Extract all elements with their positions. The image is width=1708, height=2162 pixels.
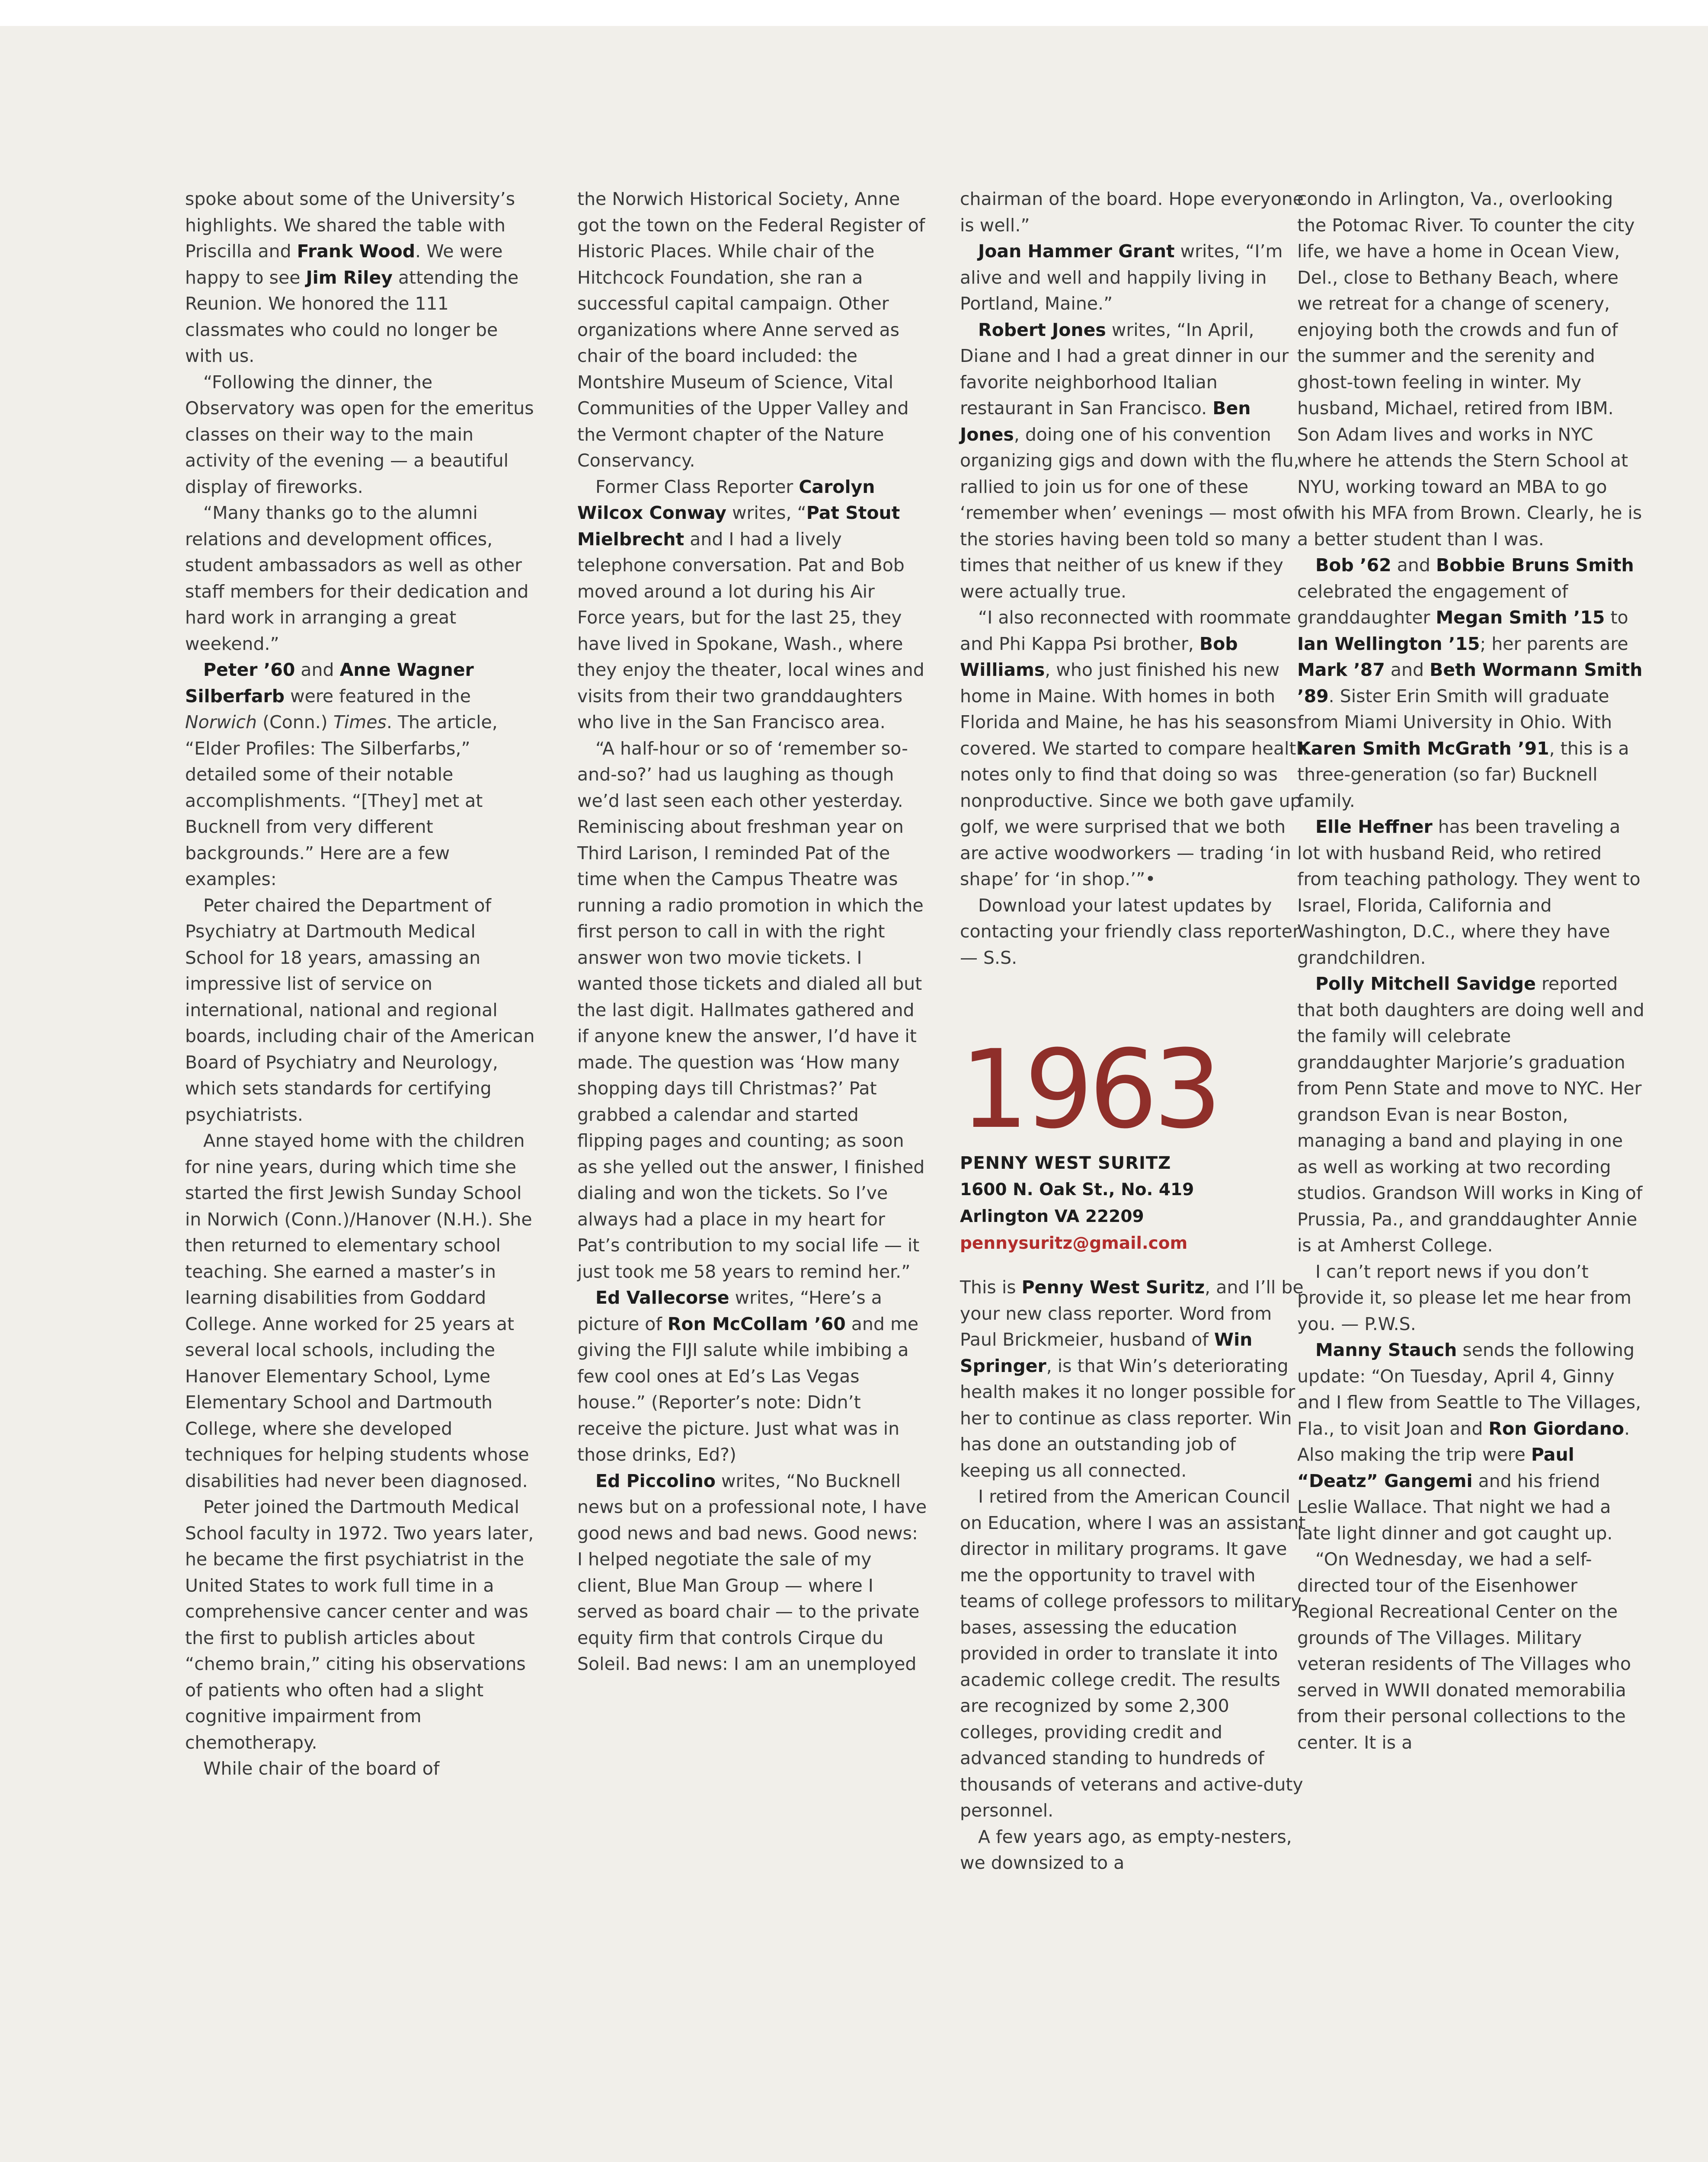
paragraph: Peter joined the Dartmouth Medical School faculty in 1972. Two years later, he became the first psychiatrist in the United States to work full time in a comprehensive cancer center and was the first to publish articles about “chemo brain,” citing his observations of patients who often had a slight cognitive impairment from chemotherapy. [185,1497,534,1753]
column-1 [185,186,535,1782]
reporter-address-line1: 1600 N. Oak St., No. 419 [960,1180,1194,1199]
paragraph: “A half-hour or so of ‘remember so-and-so?’ had us laughing as though we’d last seen each other yesterday. Reminiscing about freshman year on Third Larison, I reminded Pat of the time when the Campus Theatre was running a radio promotion in which the first person to call in with the right answer won two movie tickets. I wanted those tickets and dialed all but the last digit. Hallmates gathered and if anyone knew the answer, I’d have it made. The question was ‘How many shopping days till Christmas?’ Pat grabbed a calendar and started flipping pages and counting; as soon as she yelled out the answer, I finished dialing and won the tickets. So I’ve always had a place in my heart for Pat’s contribution to my social life — it just took me 58 years to remind her.” [577,738,925,1282]
paragraph: “Many thanks go to the alumni relations and development offices, student ambassadors as well as other staff members for their dedication and hard work in arranging a great weekend.” [185,502,529,654]
paragraph: “On Wednesday, we had a self-directed tour of the Eisenhower Regional Recreational Center on the grounds of The Villages. Military veteran residents of The Villages who served in WWII donated memorabilia from their personal collections to the center. It is a [1297,1549,1631,1753]
column-4 [1297,186,1647,1756]
paragraph: “I also reconnected with roommate and Phi Kappa Psi brother, Bob Williams, who just finished his new home in Maine. With homes in both Florida and Maine, he has his seasons covered. We started to compare health notes only to find that doing so was nonproductive. Since we both gave up golf, we were surprised that we both are active woodworkers — trading ‘in shape’ for ‘in shop.’”• [960,607,1308,889]
column-3-top [960,186,1310,971]
page-top-margin [0,0,1708,26]
reporter-address-line2: Arlington VA 22209 [960,1207,1144,1226]
paragraph: Bob ’62 and Bobbie Bruns Smith celebrated the engagement of granddaughter Megan Smith ’15 to Ian Wellington ’15; her parents are Mark ’87 and Beth Wormann Smith ’89. Sister Erin Smith will graduate from Miami University in Ohio. With Karen Smith McGrath ’91, this is a three-generation (so far) Bucknell family. [1297,555,1643,811]
paragraph: I can’t report news if you don’t provide it, so please let me hear from you. — P.W.S. [1297,1261,1631,1334]
paragraph: the Norwich Historical Society, Anne got the town on the Federal Register of Historic Places. While chair of the Hitchcock Foundation, she ran a successful capital campaign. Other organizations where Anne served as chair of the board included: the Montshire Museum of Science, Vital Communities of the Upper Valley and the Vermont chapter of the Nature Conservancy. [577,189,925,471]
paragraph: I retired from the American Council on Education, where I was an assistant director in military programs. It gave me the opportunity to travel with teams of college professors to military bases, assessing the education provided in order to translate it into academic college credit. The results are recognized by some 2,300 colleges, providing credit and advanced standing to hundreds of thousands of veterans and active-duty personnel. [960,1486,1306,1821]
class-year-heading: 1963 [960,1027,1218,1152]
paragraph: Polly Mitchell Savidge reported that both daughters are doing well and the family will celebrate granddaughter Marjorie’s graduation from Penn State and move to NYC. Her grandson Evan is near Boston, managing a band and playing in one as well as working at two recording studios. Grandson Will works in King of Prussia, Pa., and granddaughter Annie is at Amherst College. [1297,973,1644,1256]
class-reporter-contact [960,1150,1310,1257]
paragraph: Joan Hammer Grant writes, “I’m alive and well and happily living in Portland, Maine.” [960,241,1283,314]
reporter-name: PENNY WEST SURITZ [960,1153,1171,1173]
column-3-bottom [960,1274,1310,1876]
paragraph: Ed Vallecorse writes, “Here’s a picture of Ron McCollam ’60 and me giving the FIJI salute while imbibing a few cool ones at Ed’s Las Vegas house.” (Reporter’s note: Didn’t receive the picture. Just what was in those drinks, Ed?) [577,1287,919,1465]
paragraph: Elle Heffner has been traveling a lot with husband Reid, who retired from teaching pathology. They went to Israel, Florida, California and Washington, D.C., where they have grandchildren. [1297,816,1641,968]
paragraph: Robert Jones writes, “In April, Diane and I had a great dinner in our favorite neighborhood Italian restaurant in San Francisco. Ben Jones, doing one of his convention organizing gigs and down with the flu, rallied to join us for one of these ‘remember when’ evenings — most of the stories having been told so many times that neither of us knew if they were actually true. [960,319,1299,602]
column-2 [577,186,928,1677]
paragraph: This is Penny West Suritz, and I’ll be your new class reporter. Word from Paul Brickmeier, husband of Win Springer, is that Win’s deteriorating health makes it no longer possible for her to continue as class reporter. Win has done an outstanding job of keeping us all connected. [960,1277,1304,1481]
paragraph: Ed Piccolino writes, “No Bucknell news but on a professional note, I have good news and bad news. Good news: I helped negotiate the sale of my client, Blue Man Group — where I served as board chair — to the private equity firm that controls Cirque du Soleil. Bad news: I am an unemployed [577,1470,927,1674]
paragraph: Former Class Reporter Carolyn Wilcox Conway writes, “Pat Stout Mielbrecht and I had a lively telephone conversation. Pat and Bob moved around a lot during his Air Force years, but for the last 25, they have lived in Spokane, Wash., where they enjoy the theater, local wines and visits from their two granddaughters who live in the San Francisco area. [577,476,924,732]
paragraph: Peter chaired the Department of Psychiatry at Dartmouth Medical School for 18 years, amassing an impressive list of service on international, national and regional boards, including chair of the American Board of Psychiatry and Neurology, which sets standards for certifying psychiatrists. [185,895,535,1125]
paragraph: While chair of the board of [203,1758,440,1779]
paragraph: Peter ’60 and Anne Wagner Silberfarb were featured in the Norwich (Conn.) Times. The article, “Elder Profiles: The Silberfarbs,” detailed some of their notable accomplishments. “[They] met at Bucknell from very different backgrounds.” Here are a few examples: [185,659,498,889]
paragraph: chairman of the board. Hope everyone is well.” [960,189,1304,236]
column-3 [960,186,1310,1876]
paragraph: Download your latest updates by contacting your friendly class reporter. — S.S. [960,895,1304,968]
paragraph: Anne stayed home with the children for nine years, during which time she started the first Jewish Sunday School in Norwich (Conn.)/Hanover (N.H.). She then returned to elementary school teaching. She earned a master’s in learning disabilities from Goddard College. Anne worked for 25 years at several local schools, including the Hanover Elementary School, Lyme Elementary School and Dartmouth College, where she developed techniques for helping students whose disabilities had never been diagnosed. [185,1130,532,1491]
reporter-email[interactable]: pennysuritz@gmail.com [960,1234,1188,1253]
paragraph: A few years ago, as empty-nesters, we downsized to a [960,1826,1292,1873]
paragraph: Manny Stauch sends the following update: “On Tuesday, April 4, Ginny and I flew from Seattle to The Villages, Fla., to visit Joan and Ron Giordano. Also making the trip were Paul “Deatz” Gangemi and his friend Leslie Wallace. That night we had a late light dinner and got caught up. [1297,1340,1641,1544]
paragraph: condo in Arlington, Va., overlooking the Potomac River. To counter the city life, we have a home in Ocean View, Del., close to Bethany Beach, where we retreat for a change of scenery, enjoying both the crowds and fun of the summer and the serenity and ghost-town feeling in winter. My husband, Michael, retired from IBM. Son Adam lives and works in NYC where he attends the Stern School at NYU, working toward an MBA to go with his MFA from Brown. Clearly, he is a better student than I was. [1297,189,1642,550]
paragraph: spoke about some of the University’s highlights. We shared the table with Priscilla and Frank Wood. We were happy to see Jim Riley attending the Reunion. We honored the 111 classmates who could no longer be with us. [185,189,519,366]
paragraph: “Following the dinner, the Observatory was open for the emeritus classes on their way to the main activity of the evening — a beautiful display of fireworks. [185,371,534,497]
